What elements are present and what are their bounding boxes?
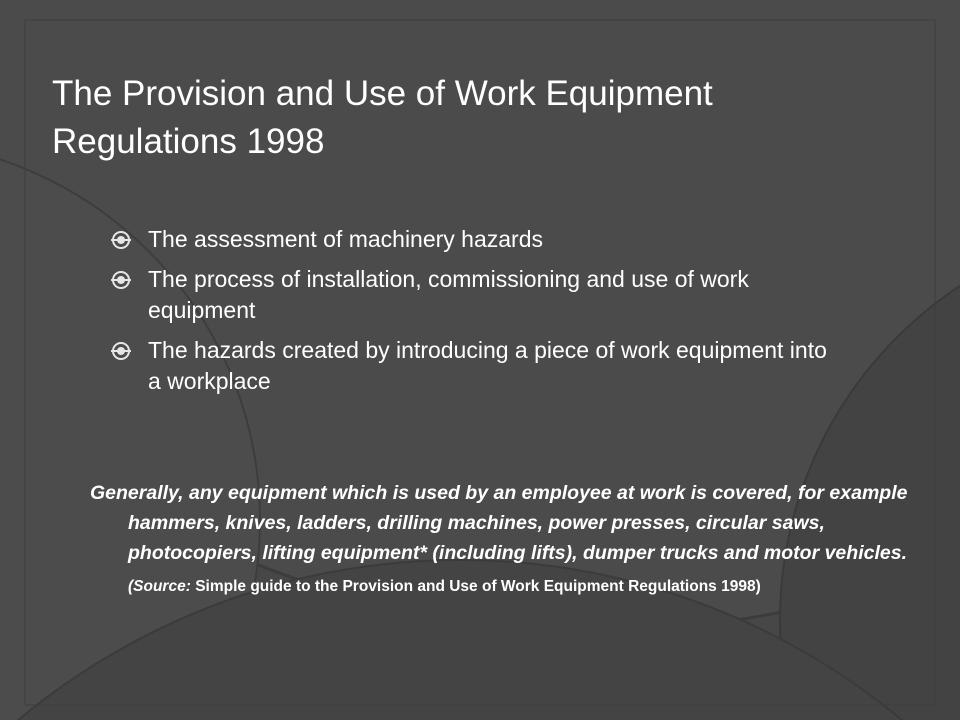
coverage-paragraph [90, 478, 908, 602]
bullet-text: The hazards created by introducing a piece of work equipment into a workplace [148, 337, 827, 394]
bullet-list [116, 224, 836, 406]
source-citation [128, 578, 761, 595]
title-line-1: The Provision and Use of Work Equipment [52, 74, 713, 113]
title-line-2: Regulations 1998 [52, 122, 325, 161]
target-bullet-icon [112, 342, 130, 360]
paragraph-body: Generally, any equipment which is used by an employee at work is covered, for example hammers, knives, ladders, drilling machines, power presses, circular saws, photocopiers, lifting equipment* (including lifts), dumper trucks and motor vehicles. [90, 482, 908, 564]
bullet-item [116, 335, 836, 397]
source-text: Simple guide to the Provision and Use of Work Equipment Regulations 1998) [195, 578, 761, 595]
slide-title [52, 70, 912, 166]
bullet-item [116, 224, 836, 255]
bullet-text: The process of installation, commissioning and use of work equipment [148, 266, 749, 323]
target-bullet-icon [112, 231, 130, 249]
source-label: (Source: [128, 578, 191, 595]
bullet-text: The assessment of machinery hazards [148, 226, 544, 252]
target-bullet-icon [112, 271, 130, 289]
bullet-item [116, 264, 836, 326]
